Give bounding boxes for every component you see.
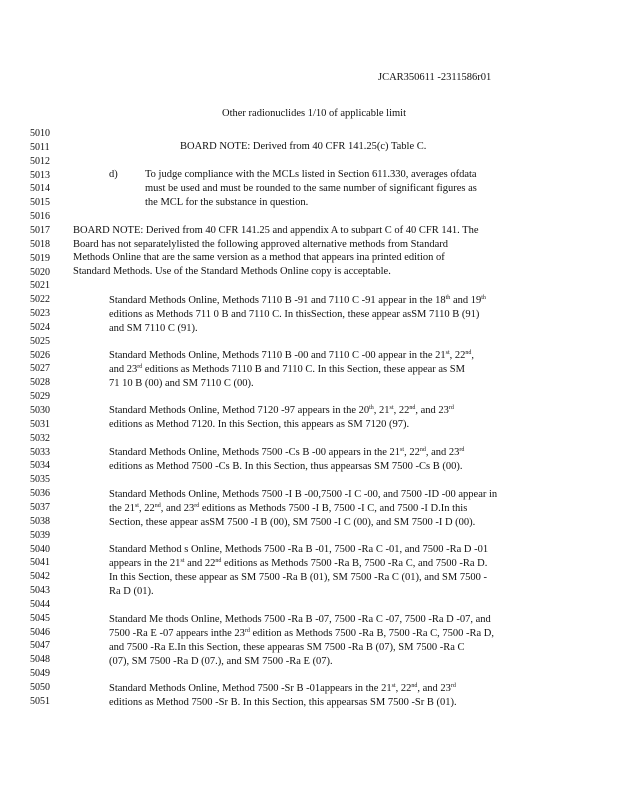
- text-segment: In this Section, these appear as SM 7500 -Ra B (01), SM 7500 -Ra C (01), and SM 7500 -: [109, 572, 487, 583]
- text-segment: editions as Methods 711 0 B and 7110 C. In thisSection, these appear asSM 7110 B (91): [109, 309, 480, 320]
- item-d-label: d): [109, 169, 118, 180]
- line-number: 5014: [30, 183, 50, 195]
- line-number: 5050: [30, 682, 50, 693]
- board-note-table-c: BOARD NOTE: Derived from 40 CFR 141.25(c) Table C.: [180, 141, 427, 152]
- line-number: 5047: [30, 640, 50, 652]
- method-line: [109, 655, 333, 669]
- subheader-radionuclides: Other radionuclides 1/10 of applicable limit: [222, 108, 406, 119]
- ordinal-suffix: nd: [215, 558, 222, 564]
- item-d-line: must be used and must be rounded to the same number of significant figures as: [145, 183, 477, 194]
- line-number: 5029: [30, 391, 50, 403]
- method-line: [109, 557, 487, 571]
- ordinal-suffix: nd: [411, 683, 418, 689]
- line-number: 5045: [30, 612, 50, 624]
- line-number: 5027: [30, 363, 50, 375]
- text-segment: editions as Methods 7500 -Ra B, 7500 -Ra C, and 7500 -Ra D.: [221, 558, 488, 569]
- text-segment: (07), SM 7500 -Ra D (07.), and SM 7500 -Ra E (07).: [109, 656, 333, 667]
- text-segment: , 22: [449, 350, 466, 361]
- ordinal-suffix: rd: [137, 364, 143, 370]
- method-line: [109, 418, 409, 432]
- method-line: [109, 613, 491, 627]
- text-segment: and 22: [184, 558, 216, 569]
- line-number: 5046: [30, 626, 50, 638]
- board-note-line: Board has not separatelylisted the following approved alternative methods from Standard: [73, 239, 448, 250]
- line-number: 5023: [30, 308, 50, 320]
- ordinal-suffix: rd: [244, 628, 250, 634]
- ordinal-suffix: rd: [450, 683, 456, 689]
- board-note-line: Standard Methods. Use of the Standard Methods Online copy is acceptable.: [73, 266, 391, 277]
- ordinal-suffix: st: [134, 503, 139, 509]
- line-number: 5041: [30, 557, 50, 569]
- ordinal-suffix: st: [445, 350, 450, 356]
- method-line: [109, 682, 456, 696]
- line-number: 5049: [30, 668, 50, 680]
- text-segment: editions as Method 7500 -Cs B. In this Section, thus appearsas SM 7500 -Cs B (00).: [109, 461, 463, 472]
- line-number: 5015: [30, 197, 50, 209]
- text-segment: , and 23: [415, 405, 449, 416]
- ordinal-suffix: th: [369, 405, 374, 411]
- method-line: [109, 349, 474, 363]
- line-number: 5028: [30, 377, 50, 389]
- method-line: [109, 322, 198, 336]
- method-line: [109, 460, 462, 474]
- text-segment: Standard Methods Online, Methods 7110 B -91 and 7110 C -91 appear in the 18: [109, 295, 446, 306]
- text-segment: , 22: [138, 503, 155, 514]
- text-segment: Standard Methods Online, Method 7120 -97 appears in the 20: [109, 405, 370, 416]
- line-number: 5013: [30, 169, 50, 181]
- document-id: JCAR350611 -2311586r01: [378, 72, 492, 83]
- method-line: [109, 516, 475, 530]
- method-line: [109, 585, 154, 599]
- method-line: [109, 377, 254, 391]
- text-segment: Standard Me thods Online, Methods 7500 -Ra B -07, 7500 -Ra C -07, 7500 -Ra D -07, and: [109, 614, 491, 625]
- line-number: 5026: [30, 349, 50, 361]
- text-segment: ,: [471, 350, 475, 361]
- method-line: [109, 696, 457, 710]
- line-number: 5040: [30, 543, 50, 555]
- line-number: 5017: [30, 224, 50, 236]
- method-line: [109, 543, 488, 557]
- item-d-line: To judge compliance with the MCLs listed in Section 611.330, averages ofdata: [145, 169, 477, 180]
- line-number: 5051: [30, 695, 50, 707]
- line-number: 5037: [30, 501, 50, 513]
- board-note-line: Methods Online that are the same version as a method that appears ina printed edition of: [73, 252, 445, 263]
- text-segment: editions as Method 7120. In this Section, this appears as SM 7120 (97).: [109, 419, 410, 430]
- ordinal-suffix: rd: [448, 405, 454, 411]
- method-line: [109, 571, 487, 585]
- method-line: [109, 363, 465, 377]
- text-segment: editions as Methods 7110 B and 7110 C. In this Section, these appear as SM: [142, 364, 465, 375]
- line-number: 5044: [30, 598, 50, 610]
- line-number: 5016: [30, 211, 50, 223]
- text-segment: editions as Method 7500 -Sr B. In this Section, this appearsas SM 7500 -Sr B (01).: [109, 697, 457, 708]
- ordinal-suffix: st: [180, 558, 185, 564]
- text-segment: and 23: [109, 364, 138, 375]
- method-line: [109, 446, 464, 460]
- board-note-line: BOARD NOTE: Derived from 40 CFR 141.25 and appendix A to subpart C of 40 CFR 141. The: [73, 225, 479, 236]
- line-number: 5034: [30, 460, 50, 472]
- line-number: 5048: [30, 654, 50, 666]
- method-line: [109, 294, 486, 308]
- line-number: 5011: [30, 141, 50, 153]
- ordinal-suffix: st: [391, 683, 396, 689]
- item-d-line: the MCL for the substance in question.: [145, 197, 309, 208]
- text-segment: , 22: [404, 447, 420, 458]
- text-segment: Standard Methods Online, Method 7500 -Sr B -01appears in the 21: [109, 683, 392, 694]
- method-line: [109, 404, 454, 418]
- line-number: 5042: [30, 571, 50, 583]
- line-number: 5012: [30, 155, 50, 167]
- line-number: 5043: [30, 585, 50, 597]
- text-segment: and SM 7110 C (91).: [109, 323, 198, 334]
- line-number: 5020: [30, 266, 50, 278]
- line-number: 5039: [30, 529, 50, 541]
- text-segment: and 19: [450, 295, 482, 306]
- line-number: 5036: [30, 488, 50, 500]
- text-segment: , 22: [393, 405, 410, 416]
- method-line: [109, 502, 467, 516]
- ordinal-suffix: st: [400, 447, 405, 453]
- method-line: [109, 641, 465, 655]
- text-segment: editions as Methods 7500 -I B, 7500 -I C, and 7500 -I D.In this: [199, 503, 468, 514]
- ordinal-suffix: th: [445, 295, 451, 301]
- line-number: 5021: [30, 280, 50, 292]
- line-number: 5022: [30, 294, 50, 306]
- ordinal-suffix: th: [481, 295, 486, 301]
- text-segment: , and 23: [160, 503, 195, 514]
- ordinal-suffix: nd: [419, 447, 426, 453]
- text-segment: the 21: [109, 503, 135, 514]
- text-segment: edition as Methods 7500 -Ra B, 7500 -Ra C, 7500 -Ra D,: [249, 628, 494, 639]
- method-line: [109, 308, 479, 322]
- text-segment: Standard Methods Online, Methods 7500 -I B -00,7500 -I C -00, and 7500 -ID -00 appear in: [109, 489, 498, 500]
- ordinal-suffix: nd: [409, 405, 416, 411]
- ordinal-suffix: rd: [194, 503, 200, 509]
- text-segment: Ra D (01).: [109, 586, 154, 597]
- line-number: 5031: [30, 418, 50, 430]
- method-line: [109, 627, 494, 641]
- ordinal-suffix: st: [389, 405, 394, 411]
- line-number: 5010: [30, 128, 50, 139]
- ordinal-suffix: rd: [459, 447, 465, 453]
- line-number: 5025: [30, 335, 50, 347]
- line-number: 5035: [30, 474, 50, 486]
- ordinal-suffix: nd: [465, 350, 472, 356]
- text-segment: 71 10 B (00) and SM 7110 C (00).: [109, 378, 254, 389]
- text-segment: and 7500 -Ra E.In this Section, these appearas SM 7500 -Ra B (07), SM 7500 -Ra C: [109, 642, 465, 653]
- text-segment: , 22: [395, 683, 412, 694]
- text-segment: Standard Methods Online, Methods 7110 B -00 and 7110 C -00 appear in the 21: [109, 350, 446, 361]
- line-number: 5024: [30, 321, 50, 333]
- text-segment: appears in the 21: [109, 558, 181, 569]
- line-number: 5018: [30, 238, 50, 250]
- method-line: [109, 488, 497, 502]
- text-segment: Standard Methods Online, Methods 7500 -Cs B -00 appears in the 21: [109, 447, 401, 458]
- text-segment: , 21: [373, 405, 390, 416]
- text-segment: Standard Method s Online, Methods 7500 -Ra B -01, 7500 -Ra C -01, and 7500 -Ra D -01: [109, 544, 489, 555]
- text-segment: , and 23: [425, 447, 460, 458]
- text-segment: , and 23: [417, 683, 451, 694]
- line-number: 5038: [30, 515, 50, 527]
- line-number: 5030: [30, 405, 50, 416]
- text-segment: 7500 -Ra E -07 appears inthe 23: [109, 628, 245, 639]
- line-number: 5032: [30, 432, 50, 444]
- text-segment: Section, these appear asSM 7500 -I B (00), SM 7500 -I C (00), and SM 7500 -I D (00).: [109, 517, 476, 528]
- line-number: 5033: [30, 446, 50, 458]
- ordinal-suffix: nd: [154, 503, 161, 509]
- line-number: 5019: [30, 252, 50, 264]
